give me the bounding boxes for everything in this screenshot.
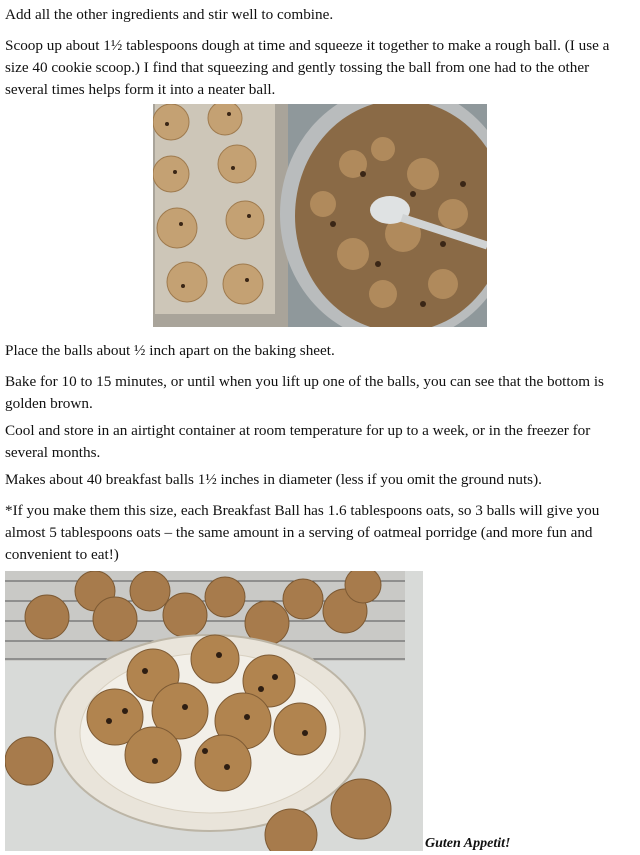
instruction-paragraph: Bake for 10 to 15 minutes, or until when you lift up one of the balls, you can see that the bottom is golden brown. — [5, 373, 604, 412]
instruction-paragraph: Place the balls about ½ inch apart on the baking sheet. — [5, 342, 335, 359]
breakfast-balls-plate-photo — [5, 571, 423, 851]
instruction-paragraph: Cool and store in an airtight container at room temperature for up to a week, or in the freezer for several months. — [5, 422, 591, 461]
instruction-paragraph: *If you make them this size, each Breakfast Ball has 1.6 tablespoons oats, so 3 balls will give you almost 5 tablespoons oats – the same amount in a serving of oatmeal porridge (and more fun and convenient to eat!) — [5, 502, 600, 563]
closing-caption: Guten Appetit! — [425, 836, 511, 851]
instruction-paragraph: Add all the other ingredients and stir well to combine. — [5, 6, 334, 23]
dough-balls-photo — [153, 104, 487, 327]
instruction-paragraph: Makes about 40 breakfast balls 1½ inches in diameter (less if you omit the ground nuts). — [5, 471, 542, 488]
instruction-paragraph: Scoop up about 1½ tablespoons dough at time and squeeze it together to make a rough ball. (I use a size 40 cookie scoop.) I find that squeezing and gently tossing the ball from one had to the other several times helps form it into a neater ball. — [5, 37, 610, 98]
